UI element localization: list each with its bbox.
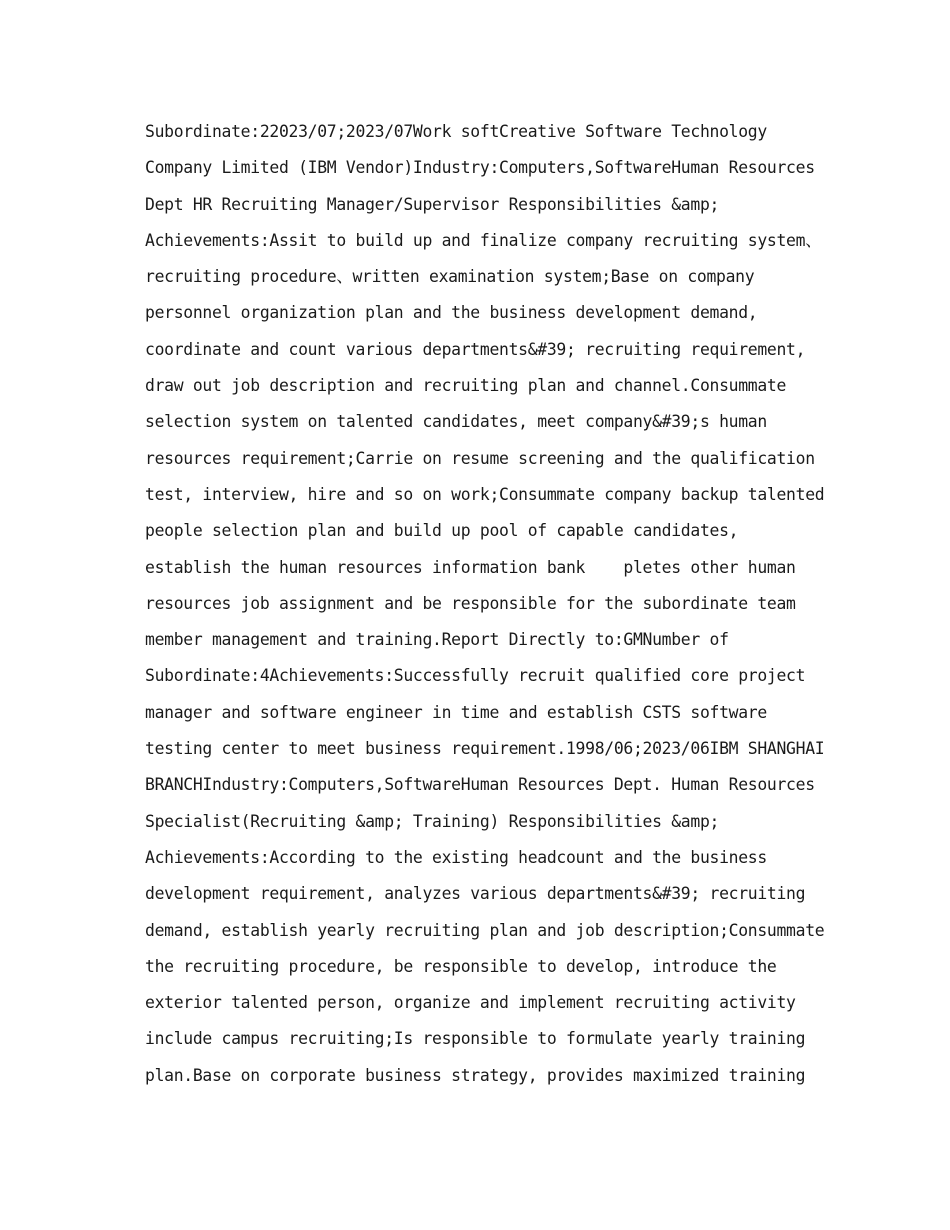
text-line: testing center to meet business requirement.1998/06;2023/06IBM SHANGHAI <box>145 739 825 759</box>
text-line: include campus recruiting;Is responsible to formulate yearly training <box>145 1029 806 1049</box>
text-line: recruiting procedure、written examination system;Base on company <box>145 267 755 287</box>
text-line: demand, establish yearly recruiting plan and job description;Consummate <box>145 920 825 940</box>
text-line: people selection plan and build up pool of capable candidates, <box>145 521 739 541</box>
text-line: Subordinate:22023/07;2023/07Work softCreative Software Technology <box>145 122 767 141</box>
text-line: Dept HR Recruiting Manager/Supervisor Responsibilities &amp; <box>145 194 720 214</box>
body-text <box>145 114 825 1094</box>
text-line: exterior talented person, organize and implement recruiting activity <box>145 993 796 1013</box>
text-line: the recruiting procedure, be responsible to develop, introduce the <box>145 956 777 976</box>
text-line: Specialist(Recruiting &amp; Training) Responsibilities &amp; <box>145 811 720 831</box>
text-line: Achievements:Assit to build up and finalize company recruiting system、 <box>145 230 822 250</box>
text-line: plan.Base on corporate business strategy, provides maximized training <box>145 1065 806 1085</box>
text-line: BRANCHIndustry:Computers,SoftwareHuman Resources Dept. Human Resources <box>145 775 815 795</box>
text-line: resources requirement;Carrie on resume screening and the qualification <box>145 448 815 468</box>
text-line: development requirement, analyzes various departments&#39; recruiting <box>145 884 806 904</box>
text-line: Achievements:According to the existing headcount and the business <box>145 847 767 867</box>
text-line: personnel organization plan and the business development demand, <box>145 303 758 323</box>
text-line: coordinate and count various departments&#39; recruiting requirement, <box>145 339 806 359</box>
text-line: Subordinate:4Achievements:Successfully recruit qualified core project <box>145 666 806 686</box>
text-line: member management and training.Report Directly to:GMNumber of <box>145 630 729 650</box>
text-line: draw out job description and recruiting plan and channel.Consummate <box>145 376 787 396</box>
text-line: test, interview, hire and so on work;Consummate company backup talented <box>145 484 825 504</box>
text-line: resources job assignment and be responsible for the subordinate team <box>145 593 796 613</box>
text-line: establish the human resources information bank pletes other human <box>145 557 796 577</box>
text-line: selection system on talented candidates, meet company&#39;s human <box>145 412 767 432</box>
text-line: manager and software engineer in time and establish CSTS software <box>145 702 767 722</box>
text-line: Company Limited (IBM Vendor)Industry:Computers,SoftwareHuman Resources <box>145 158 815 178</box>
